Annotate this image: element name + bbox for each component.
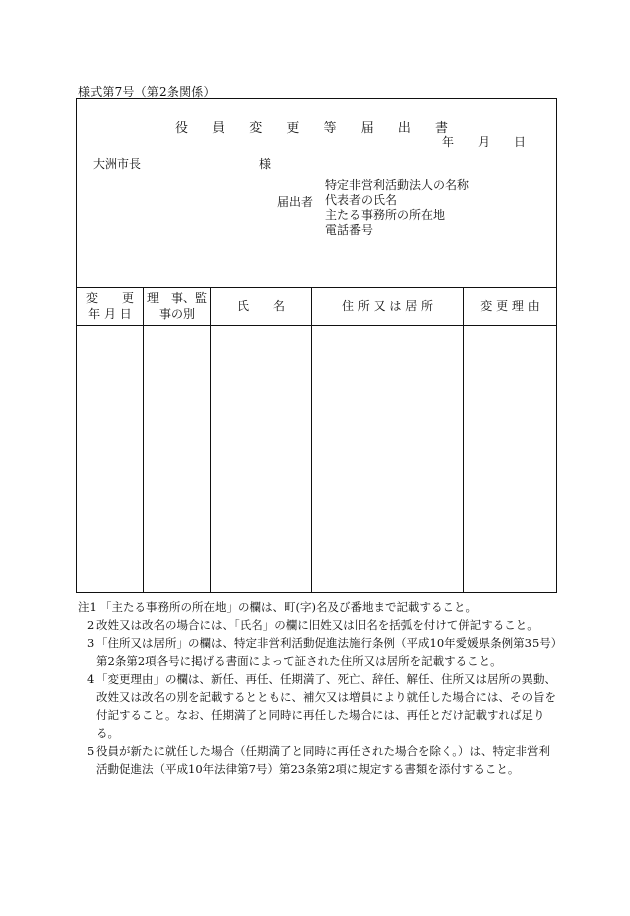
header-reason: 変 更 理 由 xyxy=(480,299,540,313)
document-title: 役 員 変 更 等 届 出 書 xyxy=(175,121,458,136)
header-name: 氏 名 xyxy=(236,299,285,313)
notes xyxy=(78,598,558,778)
note-3: 3 「住所又は居所」の欄は、特定非営利活動促進法施行条例（平成10年愛媛県条例第35号）第2条第2項各号に掲げる書面によって証された住所又は居所を記載すること。 xyxy=(87,636,557,668)
header-address: 住 所 又 は 居 所 xyxy=(341,299,434,313)
date-line xyxy=(442,133,526,150)
filer-block xyxy=(325,178,469,238)
filer-org-name: 特定非営利活動法人の名称 xyxy=(325,178,470,192)
filer-label: 届出者 xyxy=(277,195,314,209)
form-label: 様式第7号（第2条関係） xyxy=(78,85,216,99)
note-4: 4 「変更理由」の欄は、新任、再任、任期満了、死亡、辞任、解任、住所又は居所の異動、改姓又は改名の別を記載するとともに、補欠又は増員により就任した場合には、その旨を付記すること。なお、任期満了と同時に再任した場合には、再任とだけ記載すれば足りる。 xyxy=(87,672,556,740)
note-5: 5 役員が新たに就任した場合（任期満了と同時に再任された場合を除く。）は、特定非営利活動促進法（平成10年法律第7号）第23条第2項に規定する書類を添付すること。 xyxy=(87,744,551,776)
col-divider-1 xyxy=(143,287,144,592)
date-month: 月 xyxy=(477,135,490,149)
filer-phone: 電話番号 xyxy=(325,223,374,237)
col-divider-3 xyxy=(311,287,312,592)
header-officer-type: 理 事、監 事の別 xyxy=(146,291,207,321)
date-day: 日 xyxy=(513,135,526,149)
col-divider-2 xyxy=(210,287,211,592)
col-divider-4 xyxy=(463,287,464,592)
note-2: 2 改姓又は改名の場合には、「氏名」の欄に旧姓又は旧名を括弧を付けて併記すること。 xyxy=(87,618,539,632)
header-change-date: 変 更 年 月 日 xyxy=(85,291,134,321)
filer-office: 主たる事務所の所在地 xyxy=(325,208,446,222)
note-1: 注1 「主たる事務所の所在地」の欄は、町(字)名及び番地まで記載すること。 xyxy=(78,600,477,614)
header-bottom-rule xyxy=(77,325,556,326)
form-frame xyxy=(76,98,557,593)
table-top-rule xyxy=(77,287,556,288)
honorific: 様 xyxy=(259,157,272,171)
date-year: 年 xyxy=(441,135,454,149)
addressee: 大洲市長 xyxy=(93,157,142,171)
filer-representative: 代表者の氏名 xyxy=(325,193,398,207)
